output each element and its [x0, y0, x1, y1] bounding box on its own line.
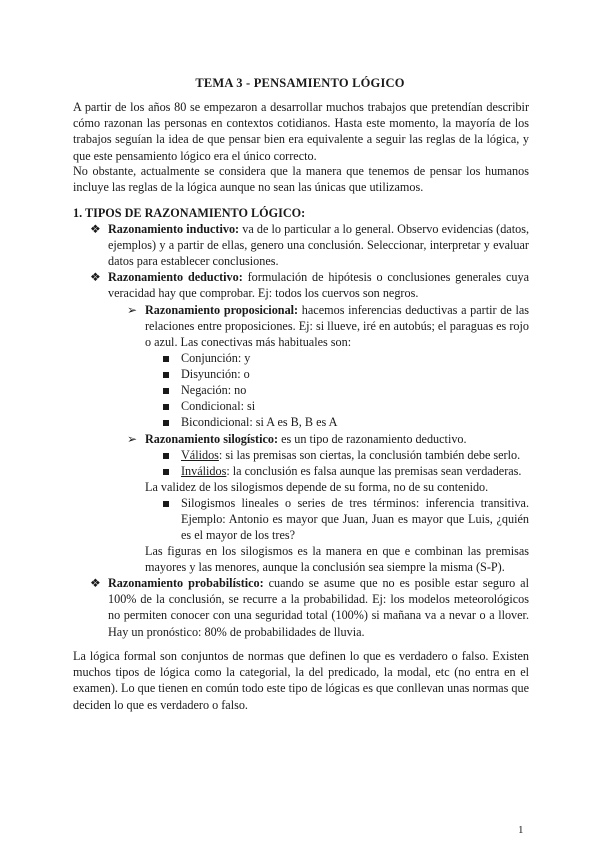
arrow-bullet-icon: ➢ [127, 303, 138, 317]
list-item-proposicional [145, 302, 529, 351]
page-title: TEMA 3 - PENSAMIENTO LÓGICO [195, 76, 405, 90]
square-bullet-icon [163, 350, 169, 366]
square-bullet-icon [163, 414, 169, 430]
text-inductivo: va de lo particular a lo general. Observo evidencias (datos, ejemplos) y a partir de ellas, genero una conclusión. Seleccionar, interpretar y evaluar datos para establecer conclusiones. [108, 222, 529, 269]
arrow-bullet-icon: ➢ [127, 432, 138, 446]
connective-item: Conjunción: y [181, 351, 251, 365]
text-deductivo: formulación de hipótesis o conclusiones generales cuya veracidad hay que comprobar. Ej: todos los cuervos son negros. [108, 270, 529, 301]
connective-item: Disyunción: o [181, 367, 250, 381]
text-validos: : si las premisas son ciertas, la conclusión también debe serlo. [218, 448, 521, 462]
square-bullet-icon [163, 495, 169, 511]
list-item-inductivo [108, 221, 529, 270]
term-probabilistico: Razonamiento probabilístico: [108, 576, 264, 590]
term-silogistico: Razonamiento silogístico: [145, 432, 279, 446]
page-number: 1 [518, 824, 524, 836]
square-bullet-icon [163, 447, 169, 463]
square-bullet-icon [163, 382, 169, 398]
closing-paragraph: La lógica formal son conjuntos de normas que definen lo que es verdadero o falso. Existen muchos tipos de lógica como la categorial, la del predicado, la modal, etc (no entra en el examen). Lo que tienen en común todo este tipo de lógicas es que conllevan unas normas que deciden lo que es verdadero o falso. [73, 649, 529, 712]
connective-item: Condicional: si [181, 399, 256, 413]
list-item-invalidos [181, 463, 529, 479]
text-probabilistico: cuando se asume que no es posible estar seguro al 100% de la conclusión, se recurre a la probabilidad. Ej: los modelos meteorológicos no permiten conocer con una seguridad total (100%) si mañana va a nevar o a llover. Hay un pronóstico: 80% de probabilidades de lluvia. [108, 576, 529, 639]
term-validos: Válidos [181, 448, 219, 462]
figures-note: Las figuras en los silogismos es la manera en que e combinan las premisas mayores y las menores, aunque la conclusión sea siempre la misma (S-P). [145, 544, 529, 575]
term-invalidos: Inválidos [181, 464, 227, 478]
intro-paragraph-1: A partir de los años 80 se empezaron a desarrollar muchos trabajos que pretendían describir cómo razonan las personas en contextos cotidianos. Hasta este momento, la mayoría de los trabajos seguían la idea de que pensar bien era equivalente a seguir las reglas de la lógica, y que este pensamiento lógico era el único correcto. [73, 100, 529, 163]
diamond-bullet-icon: ❖ [90, 576, 101, 590]
connective-item: Negación: no [181, 383, 247, 397]
list-item-probabilistico [108, 575, 529, 640]
connective-item: Bicondicional: si A es B, B es A [181, 415, 338, 429]
diamond-bullet-icon: ❖ [90, 222, 101, 236]
intro-paragraph-2: No obstante, actualmente se considera que la manera que tenemos de pensar los humanos incluye las reglas de la lógica aunque no sean las únicas que utilizamos. [73, 164, 529, 195]
list-item-lineales: Silogismos lineales o series de tres términos: inferencia transitiva. Ejemplo: Antonio es mayor que Juan, Juan es mayor que Luis, ¿quién es el mayor de los tres? [181, 496, 529, 543]
term-proposicional: Razonamiento proposicional: [145, 303, 299, 317]
text-silogistico: es un tipo de razonamiento deductivo. [278, 432, 467, 446]
square-bullet-icon [163, 366, 169, 382]
square-bullet-icon [163, 463, 169, 479]
list-item-silogistico [145, 431, 529, 447]
square-bullet-icon [163, 398, 169, 414]
validity-note: La validez de los silogismos depende de su forma, no de su contenido. [145, 480, 489, 494]
term-inductivo: Razonamiento inductivo: [108, 222, 240, 236]
section-heading: 1. TIPOS DE RAZONAMIENTO LÓGICO: [73, 206, 306, 220]
text-proposicional: hacemos inferencias deductivas a partir de las relaciones entre proposiciones. Ej: si llueve, iré en autobús; el paraguas es rojo o azul. Las conectivas más habituales son: [145, 303, 529, 350]
diamond-bullet-icon: ❖ [90, 270, 101, 284]
term-deductivo: Razonamiento deductivo: [108, 270, 243, 284]
list-item-validos [181, 447, 529, 463]
list-item-deductivo [108, 269, 529, 301]
text-invalidos: : la conclusión es falsa aunque las premisas sean verdaderas. [226, 464, 522, 478]
